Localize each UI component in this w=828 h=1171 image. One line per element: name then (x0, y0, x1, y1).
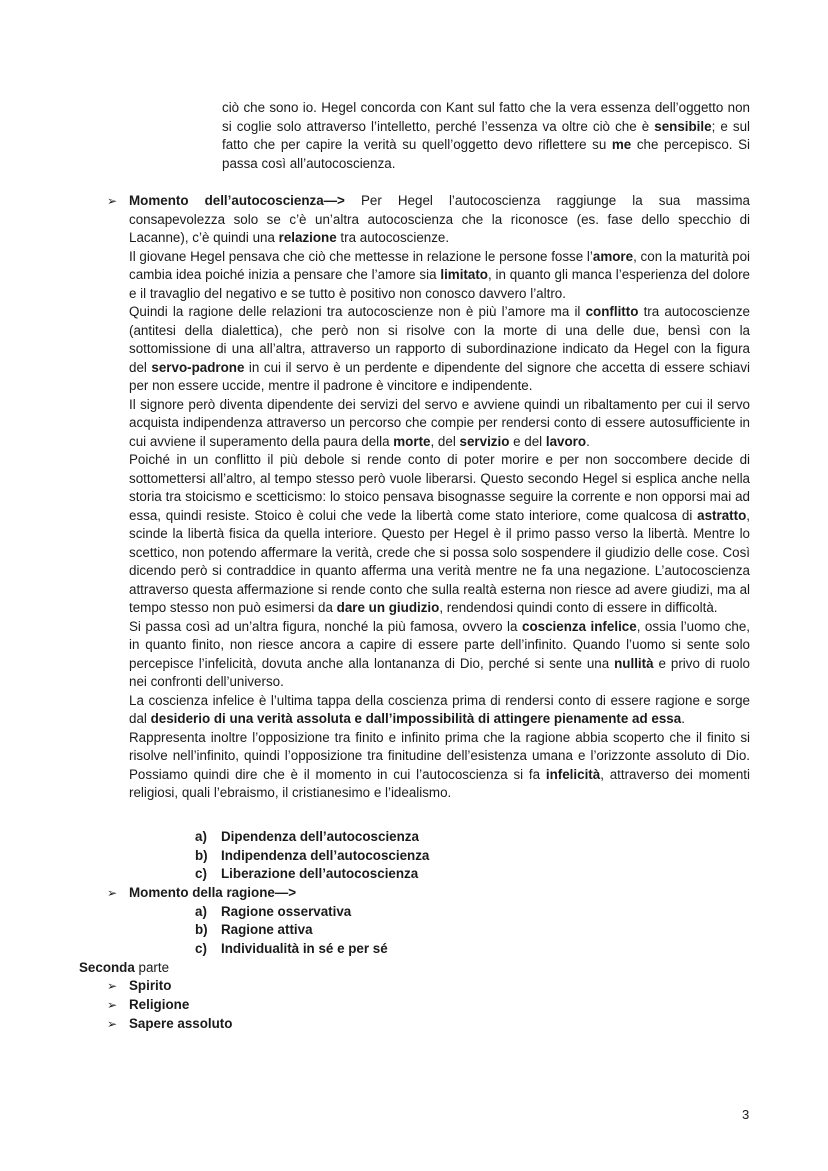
section-heading-seconda-parte: Seconda parte (79, 960, 170, 975)
autocoscienza-paragraph-3: Quindi la ragione delle relazioni tra autocoscienze non è più l’amore ma il conflitto tra autocoscienze (antitesi della dialettica), che però non si risolve con la morte di una delle due, bensì con la sottomissione di una all’altra, attraverso un rapporto di subordinazione indicato da Hegel con la figura del servo-padrone in cui il servo è un perdente e dipendente del signore che accetta di essere schiavi per non essere uccide, mentre il padrone è vincitore e indipendente. (129, 304, 750, 393)
autocoscienza-paragraph-5: Poiché in un conflitto il più debole si rende conto di poter morire e per non soccombere decide di sottomettersi all’altro, al tempo stesso però vuole liberarsi. Questo secondo Hegel si esplica anche nella storia tra stoicismo e scetticismo: lo stoico pensava bisognasse seguire la corrente e non opporsi mai ad essa, quindi resiste. Stoico è colui che vede la libertà come stato interiore, come qualcosa di astratto, scinde la libertà fisica da quella interiore. Questo per Hegel è il primo passo verso la libertà. Mentre lo scettico, non potendo affermare la verità, crede che si possa solo sospendere il giudizio delle cose. Così dicendo però si contraddice in quanto afferma una verità mentre ne fa una negazione. L’autocoscienza attraverso questa affermazione si rende conto che sulla realtà esterna non riesce ad avere giudizi, ma al tempo stesso non può esimersi da dare un giudizio, rendendosi quindi conto di essere in difficoltà. (129, 452, 750, 615)
page-number: 3 (742, 1107, 750, 1122)
list-item: a) Dipendenza dell’autocoscienza (195, 829, 419, 844)
autocoscienza-paragraph-7: La coscienza infelice è l’ultima tappa della coscienza prima di rendersi conto di essere ragione e sorge dal desiderio di una verità assoluta e dall’impossibilità di attingere pienamente ad essa. (129, 692, 750, 726)
intro-paragraph: ciò che sono io. Hegel concorda con Kant sul fatto che la vera essenza dell’oggetto non si coglie solo attraverso l’intelletto, perché l’essenza va oltre ciò che è sensibile; e sul fatto che per capire la verità su quell’oggetto devo riflettere su me che percepisco. Si passa così all’autocoscienza. (222, 100, 750, 171)
autocoscienza-heading: Momento dell’autocoscienza—> (129, 193, 345, 208)
autocoscienza-paragraph-8: Rappresenta inoltre l’opposizione tra finito e infinito prima che la ragione abbia scoperto che il finito si risolve nell’infinito, quindi l’opposizione tra finitudine dell’esistenza umana e l’orizzonte assoluto di Dio. Possiamo quindi dire che è il momento in cui l’autocoscienza si fa infelicità, attraverso dei momenti religiosi, quali l’ebraismo, il cristianesimo e l’idealismo. (129, 729, 750, 800)
list-item: Spirito (129, 978, 172, 993)
bullet-arrow-icon: ➢ (106, 886, 118, 900)
list-item: Religione (129, 997, 190, 1012)
list-item: Sapere assoluto (129, 1016, 233, 1031)
list-item: a) Ragione osservativa (195, 904, 352, 919)
autocoscienza-paragraph-4: Il signore però diventa dipendente dei servizi del servo e avviene quindi un ribaltamento per cui il servo acquista indipendenza attraverso un percorso che compie per rendersi conto di essere autosufficiente in cui avviene il superamento della paura della morte, del servizio e del lavoro. (129, 396, 750, 449)
list-item: b) Indipendenza dell’autocoscienza (195, 848, 430, 863)
list-item: c) Liberazione dell’autocoscienza (195, 866, 419, 881)
autocoscienza-paragraph-2: Il giovane Hegel pensava che ciò che mettesse in relazione le persone fosse l’amore, con la maturità poi cambia idea poiché inizia a pensare che l’amore sia limitato, in quanto gli manca l’esperienza del dolore e il travaglio del negativo e se tutto è positivo non conosco davvero l’altro. (129, 248, 750, 301)
autocoscienza-section (129, 192, 750, 803)
bullet-arrow-icon: ➢ (106, 1017, 118, 1031)
autocoscienza-paragraph-6: Si passa così ad un’altra figura, nonché la più famosa, ovvero la coscienza infelice, ossia l’uomo che, in quanto finito, non riesce ancora a capire di essere parte dell’infinito. Quando l’uomo si sente solo percepisce l’infelicità, dovuta anche alla lontananza di Dio, perché si sente una nullità e privo di ruolo nei confronti dell’universo. (129, 618, 750, 689)
ragione-heading: Momento della ragione—> (129, 885, 297, 900)
list-item: c) Individualità in sé e per sé (195, 941, 388, 956)
bullet-arrow-icon: ➢ (106, 194, 118, 208)
autocoscienza-paragraph-1: Momento dell’autocoscienza—> Per Hegel l’autocoscienza raggiunge la sua massima consapevolezza solo se c’è un’altra autocoscienza che la riconosce (es. fase dello specchio di Lacanne), c’è quindi una relazione tra autocoscienze. (129, 193, 750, 245)
bullet-arrow-icon: ➢ (106, 998, 118, 1012)
list-item: b) Ragione attiva (195, 922, 313, 937)
bullet-arrow-icon: ➢ (106, 979, 118, 993)
